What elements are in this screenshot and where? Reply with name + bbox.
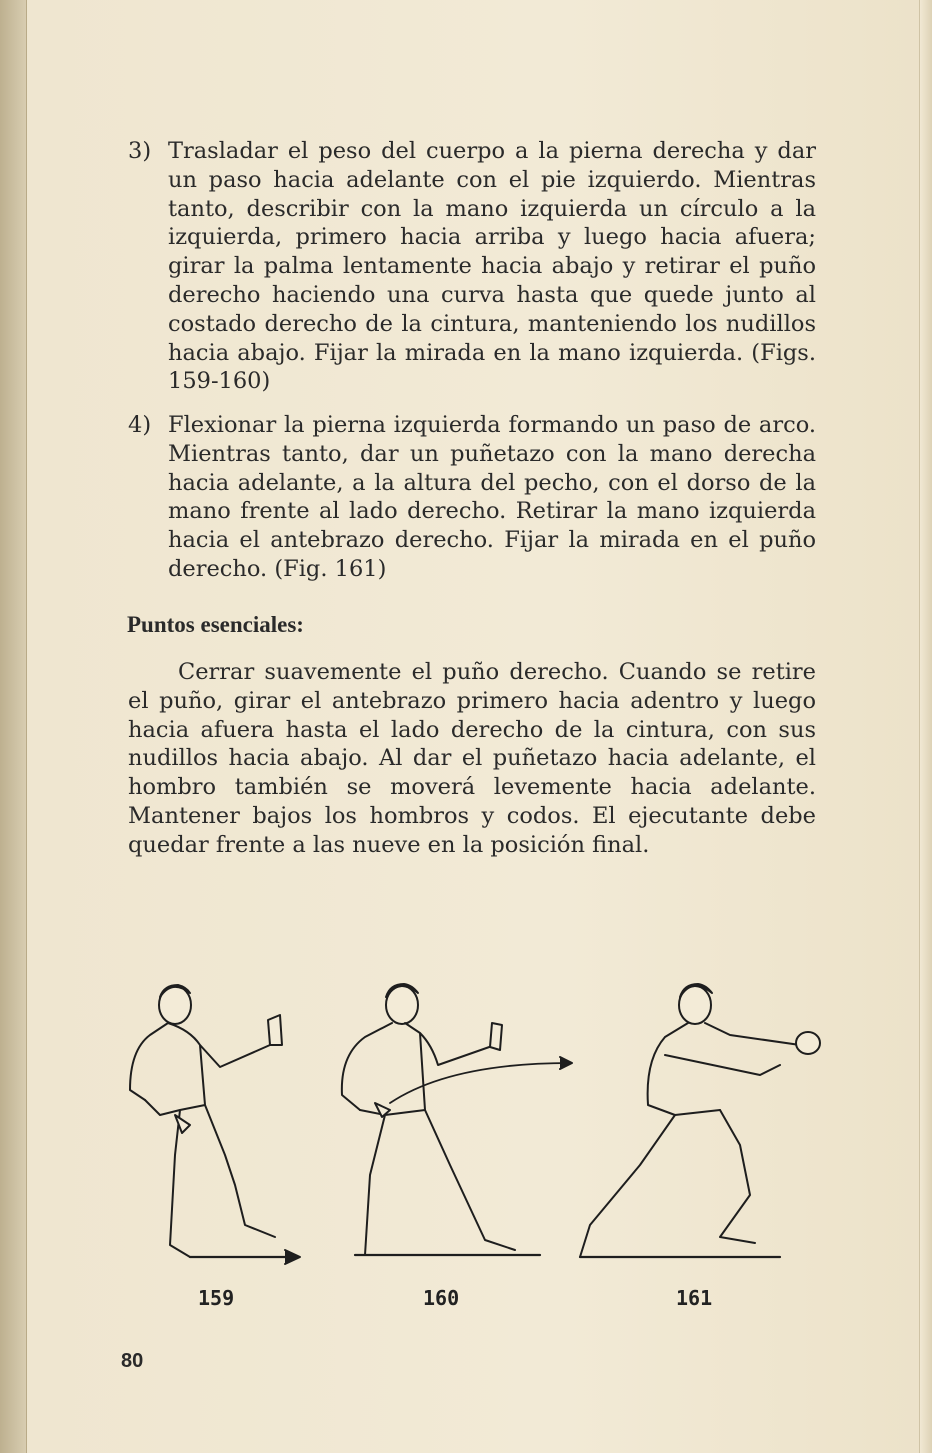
step-text: Flexionar la pierna izquierda formando un paso de arco. Mientras tanto, dar un puñetazo con la mano derecha hacia adelante, a la altura del pecho, con el dorso de la mano frente al lado derecho. Retirar la mano izquierda hacia el antebrazo derecho. Fijar la mirada en el puño derecho. (Fig. 161) (168, 412, 816, 582)
step-number: 3) (128, 138, 152, 164)
step-number: 4) (128, 412, 152, 438)
figure-label-159: 159 (198, 1286, 235, 1310)
essentials-heading: Puntos esenciales: (127, 612, 304, 637)
figure-160-drawing (342, 984, 572, 1255)
step-4 (128, 411, 816, 584)
step-text: Trasladar el peso del cuerpo a la pierna derecha y dar un paso hacia adelante con el pie izquierdo. Mientras tanto, describir con la mano izquierda un círculo a la izquierda, primero hacia arriba y luego hacia afuera; girar la palma lentamente hacia abajo y retirar el puño derecho haciendo una curva hasta que quede junto al costado derecho de la cintura, manteniendo los nudillos hacia abajo. Fijar la mirada en la mano izquierda. (Figs. 159-160) (168, 138, 816, 395)
figure-label-161: 161 (676, 1286, 713, 1310)
page-number: 80 (121, 1350, 144, 1372)
step-3 (128, 137, 816, 396)
figure-label-160: 160 (423, 1286, 460, 1310)
book-spine (0, 0, 27, 1453)
essentials-paragraph: Cerrar suavemente el puño derecho. Cuando se retire el puño, girar el antebrazo primero hacia adentro y luego hacia afuera hasta el lado derecho de la cintura, con sus nudillos hacia abajo. Al dar el puñetazo hacia adelante, el hombro también se moverá levemente hacia adelante. Mantener bajos los hombros y codos. El ejecutante debe quedar frente a las nueve en la posición final. (128, 659, 816, 858)
page-edge (919, 0, 932, 1453)
figure-161-drawing (580, 984, 820, 1257)
figure-illustrations (120, 975, 840, 1275)
figure-159-drawing (130, 985, 300, 1264)
